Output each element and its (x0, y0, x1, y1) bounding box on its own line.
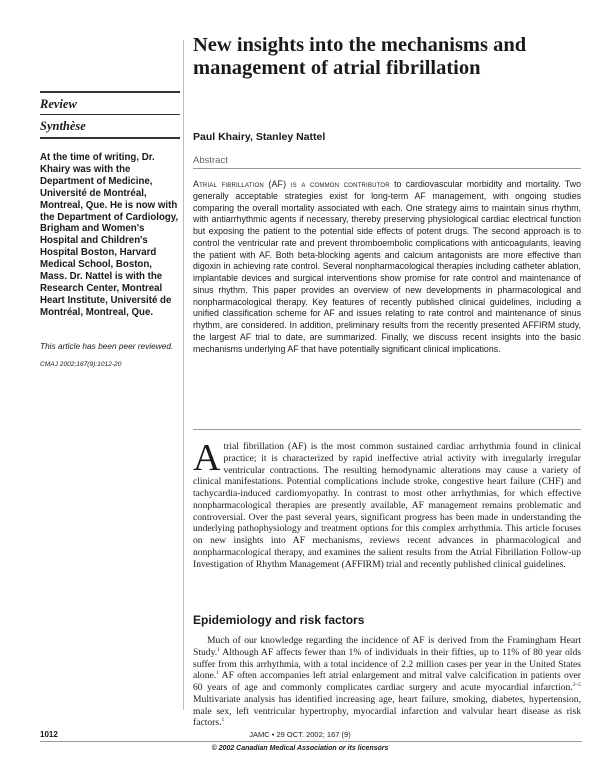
abstract-rule (193, 168, 581, 169)
sidebar-bottom-rule (40, 137, 180, 139)
sidebar-top-rule (40, 91, 180, 93)
intro-text: trial fibrillation (AF) is the most common sustained cardiac arrhythmia found in clinical practice; it is characterized by rapid ineffective atrial activity with irregularly irregular ventricular contractions. The resulting hemodynamic alterations may cause a variety of clinical manifestations. Potential complications include stroke, congestive heart failure (CHF) and tachycardia-induced cardiomyopathy. In contrast to most other arrhythmias, for which effective nonpharmacological therapies are presently available, AF management remains problematic and controversial. Over the past several years, significant progress has been made in understanding the underlying pathophysiology and treatment options for this complex arrhythmia. This article focuses on new insights into AF mechanisms, reviews recent advances in pharmacological and nonpharmacological therapy, and examines the salient results from the Atrial Fibrillation Follow-up Investigation of Rhythm Management (AFFIRM) trial and recently published clinical guidelines. (193, 441, 581, 570)
section-label-synthese: Synthèse (40, 119, 86, 133)
footer-rule (40, 741, 582, 742)
reference-marker: 2–5 (572, 681, 581, 688)
abstract-text (193, 179, 581, 355)
reference-marker: 1 (216, 670, 219, 677)
epi-text-2: Although AF affects fewer than 1% of individuals in their fifties, up to 11% of 80 year olds suffer from this arrhythmia, with a total incidence of 2.2 million cases per year in the United States alone. (193, 646, 581, 682)
article-title: New insights into the mechanisms and management of atrial fibrillation (193, 34, 527, 79)
drop-cap: A (193, 437, 221, 479)
reference-marker: 1 (221, 717, 225, 724)
epi-text-4: Multivariate analysis has identified increasing age, heart failure, smoking, diabetes, hypertension, male sex, left ventricular hypertrophy, myocardial infarction and valvular heart disease as risk factors. (193, 693, 581, 729)
authors: Paul Khairy, Stanley Nattel (193, 131, 326, 143)
epi-text-1: Much of our knowledge regarding the incidence of AF is derived from the Framingham Heart Study. (193, 635, 581, 658)
peer-review-note: This article has been peer reviewed. (40, 341, 174, 351)
intro-paragraph (193, 437, 581, 571)
citation: CMAJ 2002;167(9):1012-20 (40, 361, 122, 368)
section-heading-epidemiology: Epidemiology and risk factors (193, 613, 365, 627)
page-number: 1012 (40, 730, 58, 739)
sidebar-mid-rule (40, 114, 180, 115)
abstract-lead: Atrial fibrillation (AF) is a common contributor (193, 179, 390, 189)
section-label-review: Review (40, 97, 77, 111)
author-affiliation: At the time of writing, Dr. Khairy was with the Department of Medicine, Université de Montréal, Montreal, Que. He is now with the Department of Cardiology, Brigham and Women's Hospital and Children's Hospital Boston, Harvard Medical School, Boston, Mass. Dr. Nattel is with the Research Center, Montreal Heart Institute, Université de Montréal, Montreal, Que. (40, 152, 179, 318)
reference-marker: 1 (217, 646, 220, 653)
abstract-heading: Abstract (193, 155, 228, 166)
abstract-body: to cardiovascular morbidity and mortality. Two generally acceptable strategies exist for long-term AF management, with ongoing studies comparing the overall mortality associated with each. One strategy aims to maintain sinus rhythm, with antiarrhythmic agents if necessary, thereby preserving physiological cardiac electrical function but exposing the patient to the potential side effects of potent drugs. The second approach is to control the ventricular rate and prevent thromboembolic complications with anticoagulants, leaving the patient with AF. Both beta-blocking agents and calcium antagonists are more effective than digoxin in achieving rate control. Several nonpharmacological therapies including catheter ablation, implantable devices and surgical interventions show promise for rate control and maintenance of sinus rhythm. This paper provides an overview of new developments in pharmacological and nonpharmacological therapy. Key features of recently published clinical guidelines, including a unified classification scheme for AF and issues relating to rate control and maintenance of sinus rhythm, are considered. In addition, preliminary results from the recently presented AFFIRM study, the largest AF trial to date, are summarized. Finally, we discuss recent insights into the basic mechanisms underlying AF that have potentially significant clinical implications. (193, 179, 581, 354)
copyright: © 2002 Canadian Medical Association or its licensors (211, 745, 389, 752)
column-divider (183, 40, 184, 710)
abstract-end-rule (193, 429, 581, 430)
journal-info: JAMC • 29 OCT. 2002; 167 (9) (249, 730, 351, 739)
epi-text-3: AF often accompanies left atrial enlargement and mitral valve calcification in patients over 60 years of age and commonly complicates cardiac surgery and acute myocardial infarction. (193, 670, 581, 694)
epidemiology-paragraph (193, 635, 581, 729)
